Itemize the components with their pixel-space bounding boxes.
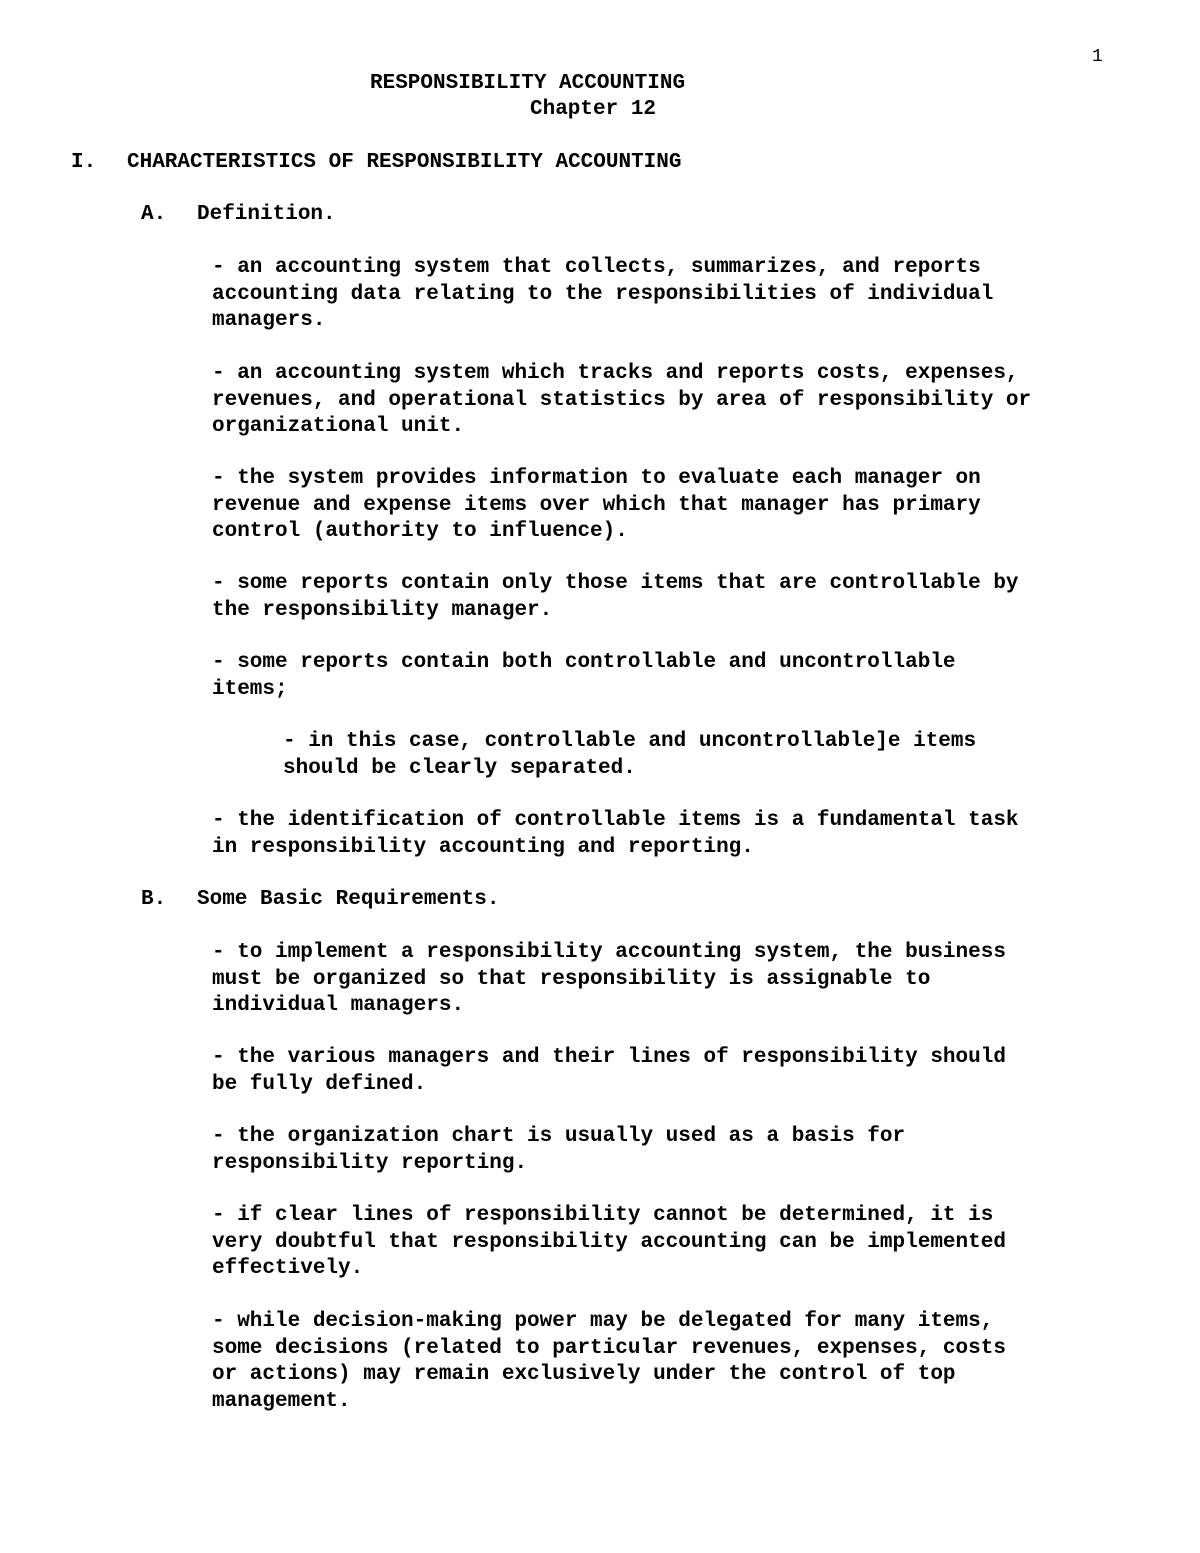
chapter-subtitle: Chapter 12 [530, 98, 657, 121]
section-heading [71, 150, 682, 177]
definition-paragraph: - some reports contain both controllable and uncontrollable items; [212, 651, 956, 701]
section-heading-text: CHARACTERISTICS OF RESPONSIBILITY ACCOUNTING [127, 151, 682, 174]
page-number: 1 [1092, 47, 1103, 67]
definition-paragraph: - the system provides information to evaluate each manager on revenue and expense items over which that manager has primary control (authority to influence). [212, 467, 981, 543]
requirement-paragraph: - if clear lines of responsibility cannot be determined, it is very doubtful that responsibility accounting can be implemented effectively. [212, 1204, 1006, 1280]
subsection-b-heading [141, 887, 499, 914]
definition-paragraph: - an accounting system that collects, summarizes, and reports accounting data relating to the responsibilities of individual managers. [212, 256, 994, 332]
subsection-b-letter: B. [141, 888, 167, 911]
definition-subparagraph: - in this case, controllable and uncontrollable]e items should be clearly separated. [283, 730, 977, 780]
subsection-a-heading [141, 202, 336, 229]
definition-paragraph: - the identification of controllable items is a fundamental task in responsibility accounting and reporting. [212, 809, 1019, 859]
requirement-paragraph: - while decision-making power may be delegated for many items, some decisions (related to particular revenues, expenses, costs or actions) may remain exclusively under the control of top management. [212, 1310, 1006, 1413]
definition-paragraph: - some reports contain only those items that are controllable by the responsibility manager. [212, 572, 1019, 622]
section-numeral: I. [71, 151, 97, 174]
document-title: RESPONSIBILITY ACCOUNTING [370, 72, 686, 95]
requirement-paragraph: - to implement a responsibility accounting system, the business must be organized so that responsibility is assignable to individual managers. [212, 941, 1006, 1017]
definition-paragraph: - an accounting system which tracks and reports costs, expenses, revenues, and operational statistics by area of responsibility or organizational unit. [212, 362, 1032, 438]
subsection-a-letter: A. [141, 203, 167, 226]
requirement-paragraph: - the various managers and their lines of responsibility should be fully defined. [212, 1046, 1006, 1096]
subsection-a-title: Definition. [197, 203, 336, 226]
subsection-b-title: Some Basic Requirements. [197, 888, 500, 911]
requirement-paragraph: - the organization chart is usually used as a basis for responsibility reporting. [212, 1125, 906, 1175]
